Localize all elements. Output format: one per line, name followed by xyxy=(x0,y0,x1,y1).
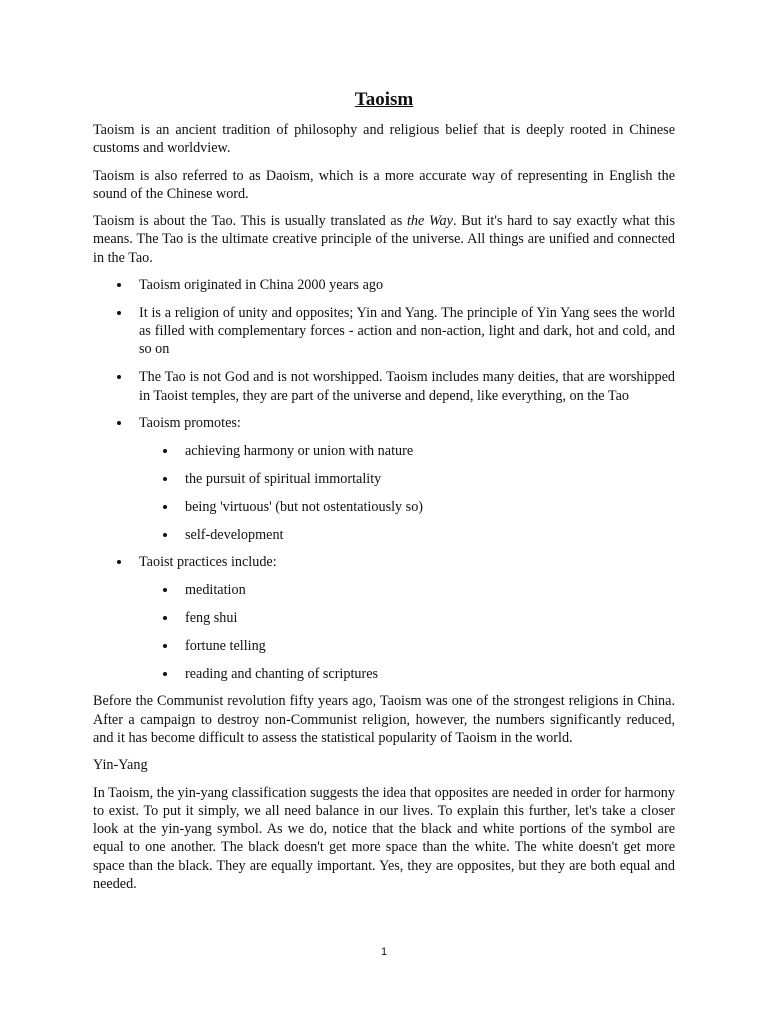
intro-paragraph: Taoism is an ancient tradition of philosophy and religious belief that is deeply rooted in Chinese customs and worldview. xyxy=(93,122,675,157)
tao-text-end: . But it's hard to say exactly what this means. The Tao is the ultimate creative principle of the universe. All things are unified and connected in the Tao. xyxy=(93,213,676,266)
list-item: Taoism originated in China 2000 years ago xyxy=(93,276,675,294)
document-title: Taoism xyxy=(354,89,414,110)
page-number: 1 xyxy=(380,946,388,958)
list-item: It is a religion of unity and opposites; Yin and Yang. The principle of Yin Yang sees the world as filled with complementary forces - action and non-action, light and dark, hot and cold, and so on xyxy=(93,304,675,359)
practices-sublist xyxy=(139,581,675,683)
list-item: reading and chanting of scriptures xyxy=(139,665,675,683)
list-item: the pursuit of spiritual immortality xyxy=(139,470,675,488)
practices-item xyxy=(93,553,675,682)
list-item: self-development xyxy=(139,526,675,544)
list-item: fortune telling xyxy=(139,637,675,655)
tao-paragraph xyxy=(93,212,675,267)
list-item: feng shui xyxy=(139,609,675,627)
list-item: meditation xyxy=(139,581,675,599)
document-body xyxy=(93,88,675,902)
tao-text-start: Taoism is about the Tao. This is usually translated as xyxy=(93,213,407,230)
the-way-emphasis: the Way xyxy=(406,213,453,230)
list-item: The Tao is not God and is not worshipped. Taoism includes many deities, that are worshipped in Taoist temples, they are part of the universe and depend, like everything, on the Tao xyxy=(93,368,675,405)
promotes-label: Taoism promotes: xyxy=(139,415,241,432)
yin-yang-heading: Yin-Yang xyxy=(93,757,148,774)
promotes-item xyxy=(93,414,675,543)
list-item: being 'virtuous' (but not ostentatiously so) xyxy=(139,498,675,516)
list-item: achieving harmony or union with nature xyxy=(139,442,675,460)
communist-paragraph: Before the Communist revolution fifty years ago, Taoism was one of the strongest religions in China. After a campaign to destroy non-Communist religion, however, the numbers significantly reduced, and it has become difficult to assess the statistical popularity of Taoism in the world. xyxy=(93,693,675,746)
facts-list xyxy=(93,276,675,683)
promotes-sublist xyxy=(139,442,675,544)
yin-yang-paragraph: In Taoism, the yin-yang classification suggests the idea that opposites are needed in order for harmony to exist. To put it simply, we all need balance in our lives. To explain this further, let's take a closer look at the yin-yang symbol. As we do, notice that the black and white portions of the symbol are equal to one another. The black doesn't get more space than the white. The white doesn't get more space than the black. They are equally important. Yes, they are opposites, but they are both equal and needed. xyxy=(93,784,675,892)
practices-label: Taoist practices include: xyxy=(139,554,277,571)
daoism-paragraph: Taoism is also referred to as Daoism, which is a more accurate way of representing in English the sound of the Chinese word. xyxy=(93,167,675,202)
